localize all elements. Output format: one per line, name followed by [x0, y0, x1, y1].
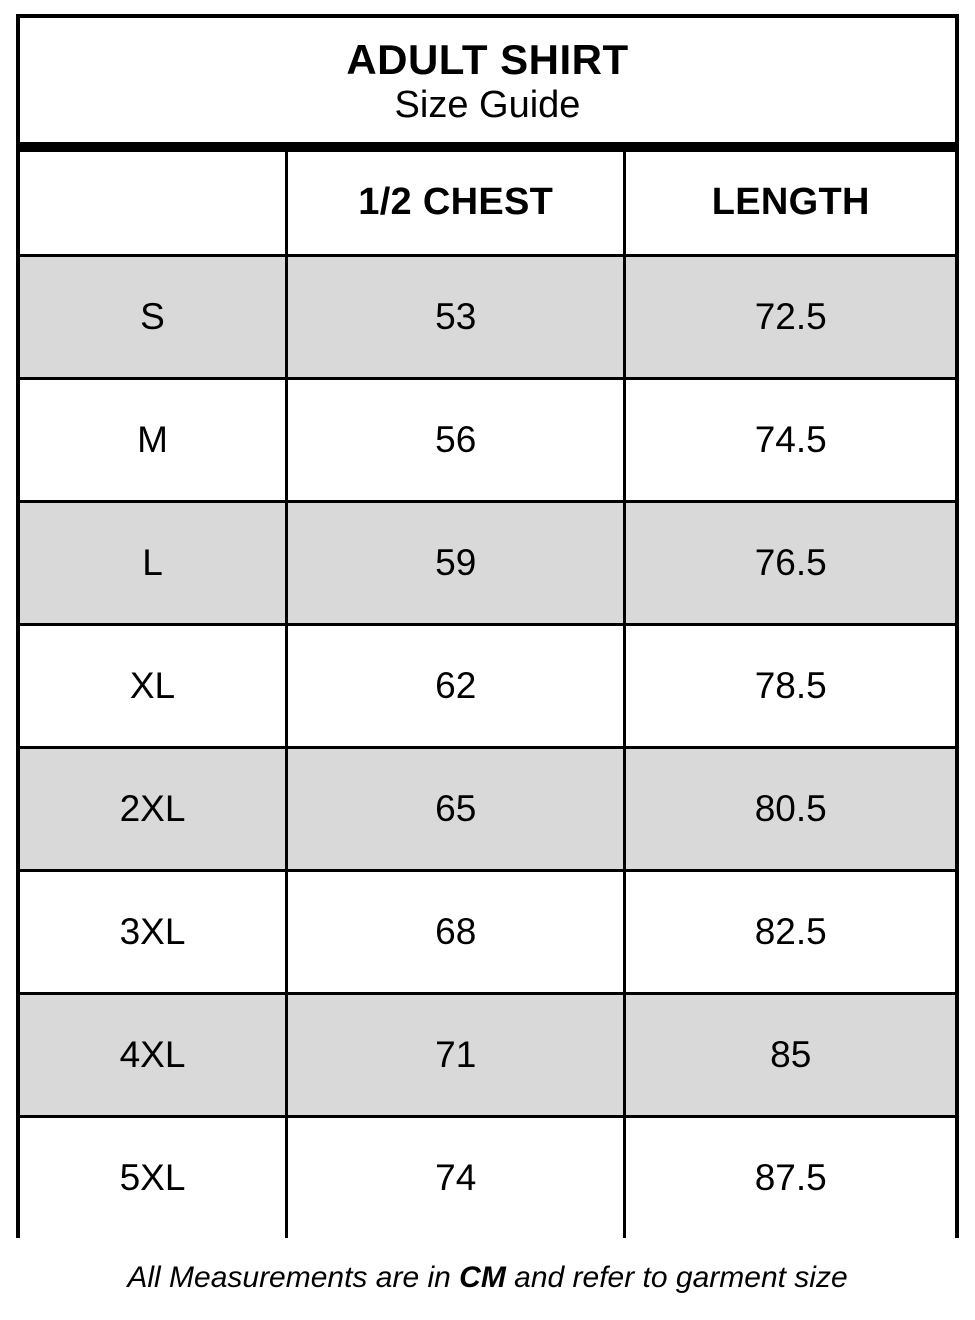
table-row — [20, 747, 955, 870]
cell-length: 85 — [625, 993, 955, 1116]
table-header — [20, 150, 955, 255]
cell-size: L — [20, 501, 286, 624]
cell-length: 78.5 — [625, 624, 955, 747]
table-body — [20, 255, 955, 1238]
cell-size: S — [20, 255, 286, 378]
cell-chest: 74 — [286, 1116, 624, 1238]
column-header-chest: 1/2 CHEST — [286, 150, 624, 255]
cell-length: 74.5 — [625, 378, 955, 501]
cell-size: 4XL — [20, 993, 286, 1116]
measurement-note-unit: CM — [459, 1260, 506, 1294]
table-row — [20, 501, 955, 624]
cell-chest: 56 — [286, 378, 624, 501]
cell-size: M — [20, 378, 286, 501]
cell-size: XL — [20, 624, 286, 747]
table-row — [20, 624, 955, 747]
measurement-note-suffix: and refer to garment size — [505, 1260, 848, 1294]
table-row — [20, 1116, 955, 1238]
cell-chest: 68 — [286, 870, 624, 993]
cell-length: 72.5 — [625, 255, 955, 378]
size-chart — [16, 14, 959, 1238]
column-header-size — [20, 150, 286, 255]
page-subtitle: Size Guide — [394, 84, 581, 127]
table-header-row — [20, 150, 955, 255]
title-block — [20, 18, 955, 149]
size-table — [20, 149, 955, 1238]
cell-size: 2XL — [20, 747, 286, 870]
cell-chest: 65 — [286, 747, 624, 870]
cell-chest: 71 — [286, 993, 624, 1116]
cell-length: 82.5 — [625, 870, 955, 993]
measurement-note-prefix: All Measurements are in — [127, 1260, 460, 1294]
cell-chest: 53 — [286, 255, 624, 378]
cell-size: 3XL — [20, 870, 286, 993]
column-header-length: LENGTH — [625, 150, 955, 255]
cell-length: 87.5 — [625, 1116, 955, 1238]
cell-chest: 62 — [286, 624, 624, 747]
cell-length: 76.5 — [625, 501, 955, 624]
table-row — [20, 255, 955, 378]
cell-chest: 59 — [286, 501, 624, 624]
table-row — [20, 870, 955, 993]
measurement-note — [16, 1260, 959, 1296]
cell-size: 5XL — [20, 1116, 286, 1238]
page-title: ADULT SHIRT — [346, 36, 629, 83]
table-row — [20, 993, 955, 1116]
cell-length: 80.5 — [625, 747, 955, 870]
table-row — [20, 378, 955, 501]
